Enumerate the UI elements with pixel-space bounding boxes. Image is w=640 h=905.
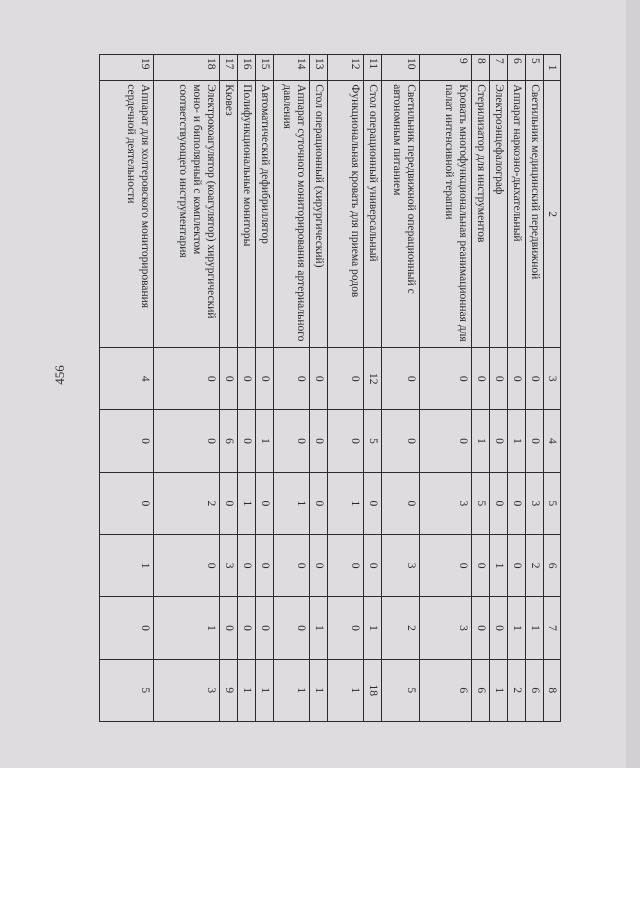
- table-row: [154, 55, 220, 722]
- value-cell: 0: [100, 472, 154, 534]
- value-cell: 0: [154, 410, 220, 472]
- row-number: 16: [238, 55, 256, 81]
- table-row: [472, 55, 490, 722]
- value-cell: 0: [220, 597, 238, 659]
- value-cell: 1: [526, 597, 544, 659]
- equipment-name: Аппарат для холтеровского мониторирования сердечной деятельности: [100, 81, 154, 348]
- value-cell: 3: [382, 534, 420, 596]
- total-cell: 6: [420, 659, 472, 721]
- total-cell: 6: [526, 659, 544, 721]
- total-cell: 6: [472, 659, 490, 721]
- table-row: [310, 55, 328, 722]
- rotated-table-container: [100, 54, 561, 722]
- row-number: 19: [100, 55, 154, 81]
- value-cell: 0: [220, 348, 238, 410]
- total-cell: 1: [238, 659, 256, 721]
- total-cell: 5: [100, 659, 154, 721]
- value-cell: 12: [364, 348, 382, 410]
- total-cell: 3: [154, 659, 220, 721]
- table-row: [490, 55, 508, 722]
- equipment-name: Светильник передвижной операционный с автономным питанием: [382, 81, 420, 348]
- value-cell: 0: [420, 410, 472, 472]
- row-number: 6: [508, 55, 526, 81]
- equipment-name: Стол операционный универсальный: [364, 81, 382, 348]
- equipment-name: Функциональная кровать для приема родов: [328, 81, 364, 348]
- row-number: 12: [328, 55, 364, 81]
- value-cell: 0: [238, 410, 256, 472]
- value-cell: 1: [508, 597, 526, 659]
- header-cell: 2: [544, 81, 561, 348]
- value-cell: 0: [310, 472, 328, 534]
- total-cell: 18: [364, 659, 382, 721]
- value-cell: 0: [274, 348, 310, 410]
- value-cell: 1: [508, 410, 526, 472]
- value-cell: 0: [472, 534, 490, 596]
- equipment-name: Кювез: [220, 81, 238, 348]
- value-cell: 0: [420, 534, 472, 596]
- value-cell: 0: [490, 410, 508, 472]
- value-cell: 0: [310, 410, 328, 472]
- table-row: [508, 55, 526, 722]
- value-cell: 0: [154, 534, 220, 596]
- value-cell: 0: [472, 348, 490, 410]
- header-cell: 1: [544, 55, 561, 81]
- value-cell: 1: [328, 472, 364, 534]
- value-cell: 0: [328, 597, 364, 659]
- value-cell: 0: [274, 597, 310, 659]
- value-cell: 1: [472, 410, 490, 472]
- value-cell: 0: [100, 410, 154, 472]
- value-cell: 0: [382, 348, 420, 410]
- header-cell: 8: [544, 659, 561, 721]
- row-number: 18: [154, 55, 220, 81]
- value-cell: 0: [526, 410, 544, 472]
- value-cell: 2: [154, 472, 220, 534]
- table-row: [420, 55, 472, 722]
- value-cell: 5: [364, 410, 382, 472]
- value-cell: 0: [328, 534, 364, 596]
- row-number: 13: [310, 55, 328, 81]
- row-number: 8: [472, 55, 490, 81]
- value-cell: 0: [526, 348, 544, 410]
- table-header-row: [544, 55, 561, 722]
- value-cell: 0: [382, 410, 420, 472]
- value-cell: 1: [238, 472, 256, 534]
- value-cell: 3: [420, 472, 472, 534]
- row-number: 15: [256, 55, 274, 81]
- header-cell: 7: [544, 597, 561, 659]
- value-cell: 0: [420, 348, 472, 410]
- value-cell: 0: [382, 472, 420, 534]
- equipment-name: Автоматический дефибриллятор: [256, 81, 274, 348]
- value-cell: 1: [310, 597, 328, 659]
- table-row: [364, 55, 382, 722]
- equipment-name: Светильник медицинский передвижной: [526, 81, 544, 348]
- value-cell: 0: [490, 472, 508, 534]
- table-row: [274, 55, 310, 722]
- value-cell: 1: [154, 597, 220, 659]
- table-row: [382, 55, 420, 722]
- value-cell: 5: [472, 472, 490, 534]
- value-cell: 2: [526, 534, 544, 596]
- equipment-name: Кровать многофункциональная реанимационная для палат интенсивной терапии: [420, 81, 472, 348]
- value-cell: 0: [490, 597, 508, 659]
- value-cell: 0: [256, 597, 274, 659]
- row-number: 7: [490, 55, 508, 81]
- value-cell: 0: [100, 597, 154, 659]
- row-number: 9: [420, 55, 472, 81]
- value-cell: 0: [238, 348, 256, 410]
- table-row: [526, 55, 544, 722]
- row-number: 11: [364, 55, 382, 81]
- equipment-name: Стол операционный (хирургический): [310, 81, 328, 348]
- total-cell: 1: [328, 659, 364, 721]
- total-cell: 1: [310, 659, 328, 721]
- value-cell: 3: [526, 472, 544, 534]
- equipment-name: Электрокоагулятор (коагулятор) хирургический моно- и биполярный с комплектом соответствующего инструментария: [154, 81, 220, 348]
- row-number: 5: [526, 55, 544, 81]
- total-cell: 9: [220, 659, 238, 721]
- value-cell: 0: [274, 534, 310, 596]
- value-cell: 0: [274, 410, 310, 472]
- value-cell: 0: [310, 348, 328, 410]
- value-cell: 0: [490, 348, 508, 410]
- page-number: 456: [52, 365, 67, 385]
- value-cell: 0: [256, 534, 274, 596]
- value-cell: 0: [508, 534, 526, 596]
- value-cell: 0: [256, 472, 274, 534]
- equipment-table: [99, 54, 561, 722]
- value-cell: 0: [238, 534, 256, 596]
- equipment-name: Полифункциональные мониторы: [238, 81, 256, 348]
- value-cell: 1: [364, 597, 382, 659]
- value-cell: 0: [472, 597, 490, 659]
- header-cell: 4: [544, 410, 561, 472]
- value-cell: 0: [364, 472, 382, 534]
- value-cell: 4: [100, 348, 154, 410]
- value-cell: 0: [328, 348, 364, 410]
- total-cell: 1: [256, 659, 274, 721]
- value-cell: 0: [508, 348, 526, 410]
- header-cell: 3: [544, 348, 561, 410]
- table-row: [220, 55, 238, 722]
- total-cell: 1: [274, 659, 310, 721]
- row-number: 14: [274, 55, 310, 81]
- value-cell: 0: [508, 472, 526, 534]
- row-number: 10: [382, 55, 420, 81]
- total-cell: 1: [490, 659, 508, 721]
- table-row: [100, 55, 154, 722]
- value-cell: 0: [256, 348, 274, 410]
- table-row: [238, 55, 256, 722]
- value-cell: 0: [238, 597, 256, 659]
- table-row: [328, 55, 364, 722]
- table-row: [256, 55, 274, 722]
- equipment-name: Аппарат наркозно-дыхательный: [508, 81, 526, 348]
- value-cell: 1: [274, 472, 310, 534]
- value-cell: 1: [256, 410, 274, 472]
- value-cell: 6: [220, 410, 238, 472]
- value-cell: 0: [310, 534, 328, 596]
- value-cell: 0: [154, 348, 220, 410]
- value-cell: 0: [364, 534, 382, 596]
- equipment-name: Аппарат суточного мониторирования артериального давления: [274, 81, 310, 348]
- header-cell: 6: [544, 534, 561, 596]
- value-cell: 2: [382, 597, 420, 659]
- header-cell: 5: [544, 472, 561, 534]
- row-number: 17: [220, 55, 238, 81]
- total-cell: 5: [382, 659, 420, 721]
- value-cell: 1: [490, 534, 508, 596]
- value-cell: 3: [220, 534, 238, 596]
- value-cell: 3: [420, 597, 472, 659]
- equipment-name: Электроэнцефалограф: [490, 81, 508, 348]
- value-cell: 0: [328, 410, 364, 472]
- value-cell: 0: [220, 472, 238, 534]
- value-cell: 1: [100, 534, 154, 596]
- equipment-name: Стерилизатор для инструментов: [472, 81, 490, 348]
- total-cell: 2: [508, 659, 526, 721]
